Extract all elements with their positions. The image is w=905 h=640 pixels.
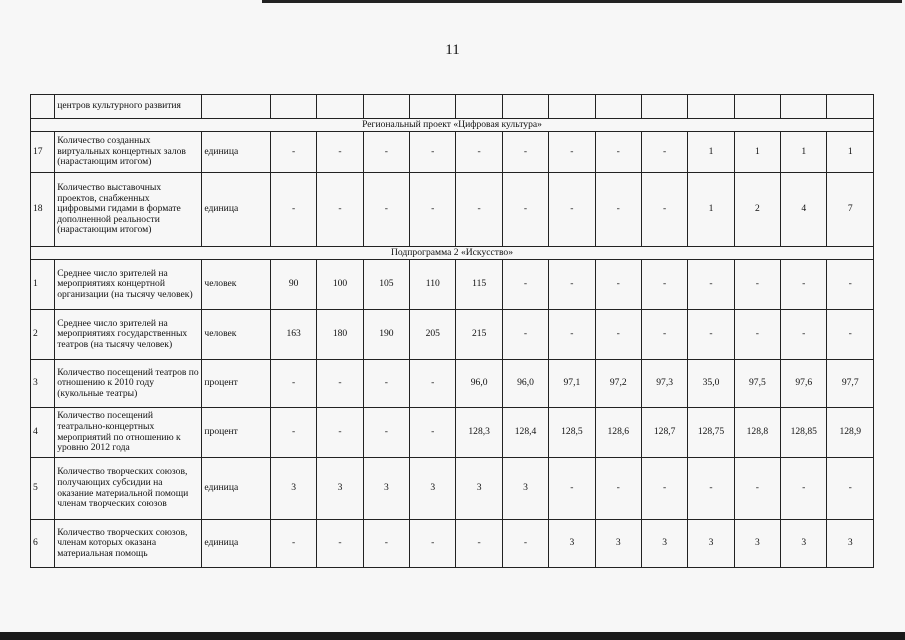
value-cell: 3 — [688, 520, 734, 568]
value-cell: 3 — [363, 458, 409, 520]
value-cell: - — [827, 310, 874, 360]
unit-cell: единица — [202, 520, 271, 568]
value-cell: - — [410, 360, 456, 408]
value-cell: 128,85 — [781, 408, 827, 458]
page-number: 11 — [445, 42, 460, 58]
section-subprogram-art — [31, 247, 874, 260]
value-cell: 128,8 — [734, 408, 780, 458]
value-cell: - — [688, 260, 734, 310]
value-cell: - — [270, 408, 316, 458]
indicator-name-cell: Количество посещений театров по отношению к 2010 году (кукольные театры) — [55, 360, 202, 408]
value-cell — [734, 95, 780, 119]
value-cell — [827, 95, 874, 119]
value-cell: - — [827, 260, 874, 310]
value-cell: 128,75 — [688, 408, 734, 458]
value-cell: 180 — [317, 310, 363, 360]
value-cell: 115 — [456, 260, 502, 310]
unit-cell: единица — [202, 173, 271, 247]
indicator-name-cell: центров культурного развития — [55, 95, 202, 119]
value-cell: 128,7 — [641, 408, 687, 458]
value-cell: 1 — [734, 132, 780, 173]
unit-cell: процент — [202, 360, 271, 408]
value-cell: 105 — [363, 260, 409, 310]
value-cell: - — [317, 408, 363, 458]
value-cell: - — [410, 173, 456, 247]
row-number-cell: 17 — [31, 132, 55, 173]
value-cell: - — [502, 520, 548, 568]
table-row — [31, 310, 874, 360]
value-cell: 2 — [734, 173, 780, 247]
value-cell: 1 — [781, 132, 827, 173]
indicator-name-cell: Количество выставочных проектов, снабженных цифровыми гидами в формате дополненной реальности (нарастающим итогом) — [55, 173, 202, 247]
value-cell: 4 — [781, 173, 827, 247]
value-cell: 3 — [641, 520, 687, 568]
row-number-cell: 5 — [31, 458, 55, 520]
value-cell: 1 — [688, 173, 734, 247]
unit-cell: единица — [202, 132, 271, 173]
value-cell: 163 — [270, 310, 316, 360]
unit-cell: единица — [202, 458, 271, 520]
unit-cell — [202, 95, 271, 119]
value-cell: - — [641, 132, 687, 173]
value-cell: 3 — [502, 458, 548, 520]
row-number-cell — [31, 95, 55, 119]
value-cell: 100 — [317, 260, 363, 310]
value-cell: - — [410, 520, 456, 568]
indicator-name-cell: Количество созданных виртуальных концертных залов (нарастающим итогом) — [55, 132, 202, 173]
value-cell: - — [410, 132, 456, 173]
value-cell: - — [270, 360, 316, 408]
value-cell: 96,0 — [502, 360, 548, 408]
value-cell: - — [410, 408, 456, 458]
value-cell: - — [363, 408, 409, 458]
value-cell: 1 — [688, 132, 734, 173]
value-cell: - — [502, 173, 548, 247]
value-cell: 97,3 — [641, 360, 687, 408]
value-cell: 3 — [410, 458, 456, 520]
value-cell: 128,5 — [549, 408, 595, 458]
value-cell: - — [317, 520, 363, 568]
table-row — [31, 360, 874, 408]
value-cell: - — [595, 132, 641, 173]
unit-cell: человек — [202, 260, 271, 310]
value-cell: - — [595, 260, 641, 310]
value-cell: - — [734, 310, 780, 360]
value-cell: - — [734, 260, 780, 310]
value-cell: - — [363, 132, 409, 173]
value-cell: - — [502, 260, 548, 310]
indicator-name-cell: Среднее число зрителей на мероприятиях концертной организации (на тысячу человек) — [55, 260, 202, 310]
value-cell: 7 — [827, 173, 874, 247]
value-cell: - — [363, 360, 409, 408]
unit-cell: процент — [202, 408, 271, 458]
unit-cell: человек — [202, 310, 271, 360]
value-cell: - — [549, 458, 595, 520]
value-cell — [641, 95, 687, 119]
indicators-table — [30, 94, 874, 568]
value-cell: - — [270, 520, 316, 568]
value-cell — [595, 95, 641, 119]
value-cell: 35,0 — [688, 360, 734, 408]
continuation-row — [31, 95, 874, 119]
value-cell: 3 — [595, 520, 641, 568]
value-cell: 1 — [827, 132, 874, 173]
section-title: Региональный проект «Цифровая культура» — [31, 119, 874, 132]
row-number-cell: 18 — [31, 173, 55, 247]
value-cell: 110 — [410, 260, 456, 310]
value-cell: - — [827, 458, 874, 520]
value-cell: - — [781, 458, 827, 520]
value-cell: - — [595, 310, 641, 360]
value-cell: 97,2 — [595, 360, 641, 408]
value-cell: - — [688, 458, 734, 520]
value-cell — [688, 95, 734, 119]
value-cell: 190 — [363, 310, 409, 360]
value-cell: - — [456, 173, 502, 247]
value-cell: 215 — [456, 310, 502, 360]
row-number-cell: 4 — [31, 408, 55, 458]
value-cell: - — [549, 173, 595, 247]
value-cell: - — [502, 310, 548, 360]
value-cell: - — [641, 260, 687, 310]
row-number-cell: 2 — [31, 310, 55, 360]
table-row — [31, 458, 874, 520]
section-regional-project — [31, 119, 874, 132]
value-cell — [781, 95, 827, 119]
value-cell: 97,6 — [781, 360, 827, 408]
value-cell: 128,6 — [595, 408, 641, 458]
value-cell — [363, 95, 409, 119]
value-cell: 128,4 — [502, 408, 548, 458]
table-row — [31, 408, 874, 458]
value-cell: 3 — [317, 458, 363, 520]
value-cell: 3 — [827, 520, 874, 568]
top-scan-edge — [262, 0, 902, 3]
value-cell: - — [595, 458, 641, 520]
value-cell: - — [641, 173, 687, 247]
value-cell: - — [688, 310, 734, 360]
value-cell — [549, 95, 595, 119]
table-row — [31, 260, 874, 310]
value-cell: 97,1 — [549, 360, 595, 408]
value-cell: 205 — [410, 310, 456, 360]
value-cell: 96,0 — [456, 360, 502, 408]
indicator-name-cell: Количество посещений театрально-концертных мероприятий по отношению к уровню 2012 года — [55, 408, 202, 458]
table-row — [31, 173, 874, 247]
value-cell: - — [317, 173, 363, 247]
value-cell: 97,7 — [827, 360, 874, 408]
value-cell: - — [456, 132, 502, 173]
table-row — [31, 132, 874, 173]
value-cell: - — [641, 458, 687, 520]
bottom-scan-edge — [0, 632, 905, 640]
value-cell — [317, 95, 363, 119]
value-cell: - — [549, 260, 595, 310]
value-cell: 128,9 — [827, 408, 874, 458]
row-number-cell: 3 — [31, 360, 55, 408]
value-cell: - — [363, 173, 409, 247]
indicator-name-cell: Количество творческих союзов, получающих субсидии на оказание материальной помощи членам творческих союзов — [55, 458, 202, 520]
value-cell — [456, 95, 502, 119]
row-number-cell: 6 — [31, 520, 55, 568]
row-number-cell: 1 — [31, 260, 55, 310]
value-cell — [270, 95, 316, 119]
value-cell: - — [641, 310, 687, 360]
value-cell: - — [363, 520, 409, 568]
value-cell — [502, 95, 548, 119]
value-cell: - — [781, 310, 827, 360]
value-cell: - — [734, 458, 780, 520]
value-cell: 3 — [270, 458, 316, 520]
value-cell: 3 — [781, 520, 827, 568]
value-cell: 97,5 — [734, 360, 780, 408]
value-cell: - — [270, 132, 316, 173]
value-cell: - — [502, 132, 548, 173]
indicator-name-cell: Среднее число зрителей на мероприятиях государственных театров (на тысячу человек) — [55, 310, 202, 360]
value-cell: 3 — [549, 520, 595, 568]
value-cell: - — [317, 360, 363, 408]
value-cell: - — [549, 132, 595, 173]
value-cell — [410, 95, 456, 119]
table-row — [31, 520, 874, 568]
value-cell: - — [549, 310, 595, 360]
value-cell: 3 — [734, 520, 780, 568]
indicator-name-cell: Количество творческих союзов, членам которых оказана материальная помощь — [55, 520, 202, 568]
section-title: Подпрограмма 2 «Искусство» — [31, 247, 874, 260]
value-cell: - — [317, 132, 363, 173]
value-cell: 128,3 — [456, 408, 502, 458]
value-cell: - — [781, 260, 827, 310]
value-cell: 3 — [456, 458, 502, 520]
value-cell: 90 — [270, 260, 316, 310]
value-cell: - — [270, 173, 316, 247]
value-cell: - — [595, 173, 641, 247]
value-cell: - — [456, 520, 502, 568]
